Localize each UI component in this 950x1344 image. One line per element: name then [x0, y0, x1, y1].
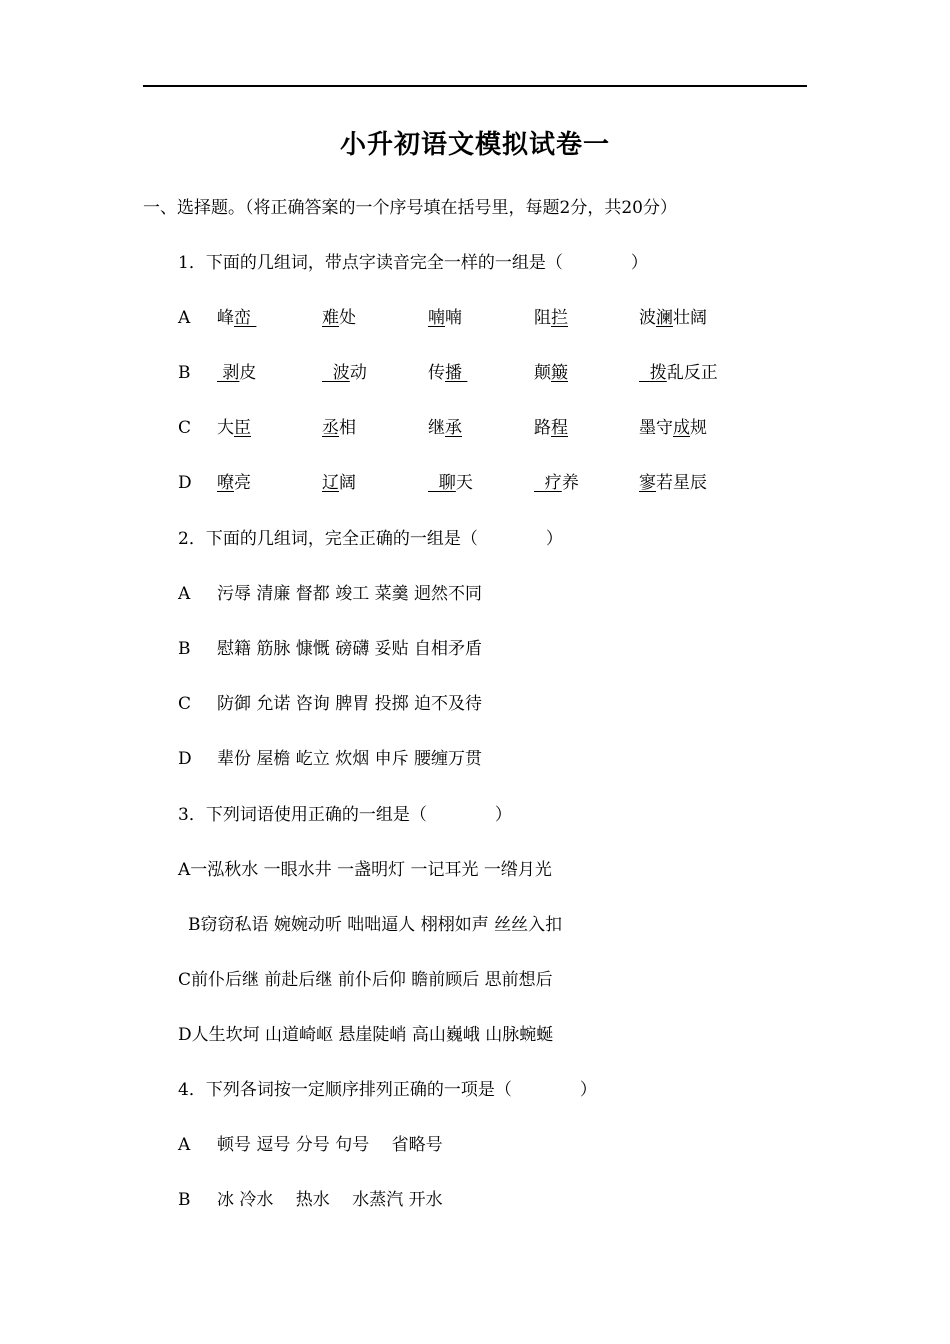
option-word: [639, 416, 707, 440]
option-text: D人生坎坷 山道崎岖 悬崖陡峭 高山巍峨 山脉蜿蜒: [178, 1025, 554, 1045]
word-part: 乱反正: [666, 363, 718, 383]
option-word: [428, 416, 462, 440]
option-letter: B: [178, 639, 191, 659]
option-letter: D: [178, 749, 192, 769]
word-part: 阔: [339, 473, 356, 493]
dotted-character: 辽: [322, 473, 339, 493]
option-word: [322, 416, 356, 440]
option-word: [217, 361, 256, 385]
word-part: 继: [428, 418, 445, 438]
dotted-character: 拦: [551, 308, 568, 328]
option-word: [322, 471, 356, 495]
dotted-character: 疗: [534, 473, 562, 493]
option-text: A一泓秋水 一眼水井 一盏明灯 一记耳光 一绺月光: [178, 860, 552, 880]
word-part: 墨守: [639, 418, 673, 438]
word-part: 亮: [234, 473, 251, 493]
option-text: 冰 冷水 热水 水蒸汽 开水: [217, 1190, 443, 1210]
page-title: 小升初语文模拟试卷一: [339, 130, 610, 160]
option-letter: A: [178, 1135, 191, 1155]
word-part: 传: [428, 363, 445, 383]
option-text: 慰籍 筋脉 慷慨 磅礴 妥贴 自相矛盾: [217, 639, 483, 659]
word-part: 相: [339, 418, 356, 438]
dotted-character: 澜: [656, 308, 673, 328]
option-letter: B: [178, 363, 191, 383]
dotted-character: 剥: [217, 363, 240, 383]
dotted-character: 程: [551, 418, 568, 438]
word-part: 大: [217, 418, 234, 438]
option-word: [534, 361, 568, 385]
word-part: 峰: [217, 308, 234, 328]
dotted-character: 播: [445, 363, 468, 383]
option-word: [322, 306, 356, 330]
option-text: C前仆后继 前赴后继 前仆后仰 瞻前顾后 思前想后: [178, 970, 553, 990]
option-text: 辈份 屋檐 屹立 炊烟 申斥 腰缠万贯: [217, 749, 483, 769]
word-part: 处: [339, 308, 356, 328]
dotted-character: 难: [322, 308, 339, 328]
option-letter: B: [178, 1190, 191, 1210]
dotted-character: 嘹: [217, 473, 234, 493]
option-word: [428, 471, 473, 495]
option-letter: A: [178, 584, 191, 604]
option-text: 防御 允诺 咨询 脾胃 投掷 迫不及待: [217, 694, 483, 714]
option-letter: C: [178, 694, 192, 714]
question-1-stem: 1．下面的几组词，带点字读音完全一样的一组是（ ）: [178, 253, 648, 273]
word-part: 规: [690, 418, 707, 438]
option-letter: D: [178, 473, 192, 493]
word-part: 若星辰: [656, 473, 707, 493]
option-word: [428, 306, 462, 330]
word-part: 壮阔: [673, 308, 707, 328]
option-word: [534, 416, 568, 440]
dotted-character: 成: [673, 418, 690, 438]
question-2-stem: 2．下面的几组词，完全正确的一组是（ ）: [178, 529, 563, 549]
word-part: 喃: [445, 308, 462, 328]
word-part: 皮: [239, 363, 257, 383]
dotted-character: 臣: [234, 418, 251, 438]
dotted-character: 丞: [322, 418, 339, 438]
option-word: [217, 471, 251, 495]
dotted-character: 聊: [428, 473, 456, 493]
option-text: B窃窃私语 婉婉动听 咄咄逼人 栩栩如声 丝丝入扣: [188, 915, 563, 935]
word-part: 路: [534, 418, 551, 438]
dotted-character: 寥: [639, 473, 656, 493]
dotted-character: 峦: [234, 308, 257, 328]
word-part: 养: [561, 473, 579, 493]
word-part: 阻: [534, 308, 551, 328]
option-word: [322, 361, 367, 385]
dotted-character: 承: [445, 418, 462, 438]
dotted-character: 簸: [551, 363, 568, 383]
option-word: [217, 306, 256, 330]
header-rule: [143, 85, 807, 87]
word-part: 天: [455, 473, 473, 493]
option-letter: C: [178, 418, 192, 438]
question-3-stem: 3．下列词语使用正确的一组是（ ）: [178, 805, 512, 825]
option-word: [639, 361, 718, 385]
section-heading: 一、选择题。（将正确答案的一个序号填在括号里，每题2分，共20分）: [143, 198, 677, 218]
dotted-character: 喃: [428, 308, 445, 328]
dotted-character: 波: [322, 363, 350, 383]
word-part: 波: [639, 308, 656, 328]
dotted-character: 拨: [639, 363, 667, 383]
option-word: [639, 471, 707, 495]
option-word: [428, 361, 467, 385]
option-word: [639, 306, 707, 330]
option-word: [217, 416, 251, 440]
option-word: [534, 471, 579, 495]
word-part: 颠: [534, 363, 551, 383]
word-part: 动: [349, 363, 367, 383]
option-letter: A: [178, 308, 191, 328]
question-4-stem: 4．下列各词按一定顺序排列正确的一项是（ ）: [178, 1080, 597, 1100]
option-word: [534, 306, 568, 330]
option-text: 顿号 逗号 分号 句号 省略号: [217, 1135, 443, 1155]
option-text: 污辱 清廉 督都 竣工 菜羹 迥然不同: [217, 584, 483, 604]
